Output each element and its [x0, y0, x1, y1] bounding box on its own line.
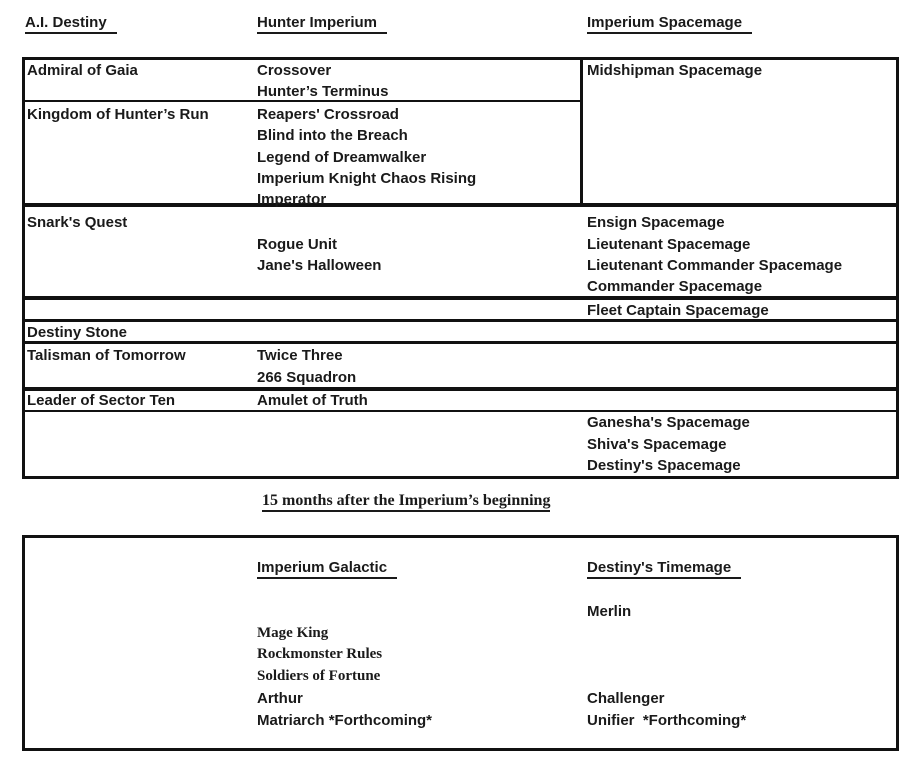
table1-row1-row2-divider	[25, 100, 582, 102]
book-amulet-of-truth: Amulet of Truth	[257, 392, 368, 409]
table1-row-divider	[22, 410, 899, 412]
book-reapers-crossroad: Reapers' Crossroad	[257, 106, 399, 123]
book-merlin: Merlin	[587, 603, 632, 620]
book-lieutenant-spacemage: Lieutenant Spacemage	[587, 236, 751, 253]
book-unifier-forthcoming: Unifier *Forthcoming*	[587, 712, 747, 729]
book-midshipman-spacemage: Midshipman Spacemage	[587, 62, 763, 79]
series-destiny-stone: Destiny Stone	[27, 324, 128, 341]
book-rogue-unit: Rogue Unit	[257, 236, 337, 253]
series-snarks-quest: Snark's Quest	[27, 214, 128, 231]
book-imperium-knight-chaos-rising: Imperium Knight Chaos Rising	[257, 170, 477, 187]
book-challenger: Challenger	[587, 690, 665, 707]
book-fleet-captain-spacemage: Fleet Captain Spacemage	[587, 302, 769, 319]
book-rockmonster-rules: Rockmonster Rules	[257, 646, 383, 662]
book-legend-of-dreamwalker: Legend of Dreamwalker	[257, 149, 427, 166]
column-header-imperium-spacemage: Imperium Spacemage	[587, 14, 752, 34]
book-soldiers-of-fortune: Soldiers of Fortune	[257, 668, 381, 684]
book-matriarch-forthcoming: Matriarch *Forthcoming*	[257, 712, 433, 729]
book-janes-halloween: Jane's Halloween	[257, 257, 382, 274]
book-mage-king: Mage King	[257, 625, 329, 641]
book-lieutenant-commander-spacemage: Lieutenant Commander Spacemage	[587, 257, 843, 274]
book-crossover: Crossover	[257, 62, 332, 79]
book-266-squadron: 266 Squadron	[257, 369, 357, 386]
book-ganeshas-spacemage: Ganesha's Spacemage	[587, 414, 750, 431]
column-header-destinys-timemage: Destiny's Timemage	[587, 559, 741, 579]
table2-outer-border	[22, 535, 899, 751]
series-talisman-of-tomorrow: Talisman of Tomorrow	[27, 347, 186, 364]
book-commander-spacemage: Commander Spacemage	[587, 278, 763, 295]
series-kingdom-of-hunters-run: Kingdom of Hunter’s Run	[27, 106, 209, 123]
table1-column-divider	[580, 60, 583, 203]
book-shivas-spacemage: Shiva's Spacemage	[587, 436, 727, 453]
table1-row-divider-thick	[22, 203, 899, 207]
series-admiral-of-gaia: Admiral of Gaia	[27, 62, 138, 79]
book-ensign-spacemage: Ensign Spacemage	[587, 214, 725, 231]
column-header-imperium-galactic: Imperium Galactic	[257, 559, 397, 579]
table1-row-divider-thick	[22, 387, 899, 391]
table1-row-divider	[22, 319, 899, 322]
column-header-ai-destiny: A.I. Destiny	[25, 14, 117, 34]
table1-row-divider	[22, 341, 899, 344]
table1-row-divider-thick	[22, 296, 899, 300]
book-hunters-terminus: Hunter’s Terminus	[257, 83, 389, 100]
series-leader-of-sector-ten: Leader of Sector Ten	[27, 392, 176, 409]
book-twice-three: Twice Three	[257, 347, 343, 364]
column-header-hunter-imperium: Hunter Imperium	[257, 14, 387, 34]
book-destinys-spacemage: Destiny's Spacemage	[587, 457, 741, 474]
interlude-heading: 15 months after the Imperium’s beginning	[262, 492, 550, 512]
book-blind-into-the-breach: Blind into the Breach	[257, 127, 408, 144]
book-arthur: Arthur	[257, 690, 303, 707]
book-imperator: Imperator	[257, 191, 327, 208]
